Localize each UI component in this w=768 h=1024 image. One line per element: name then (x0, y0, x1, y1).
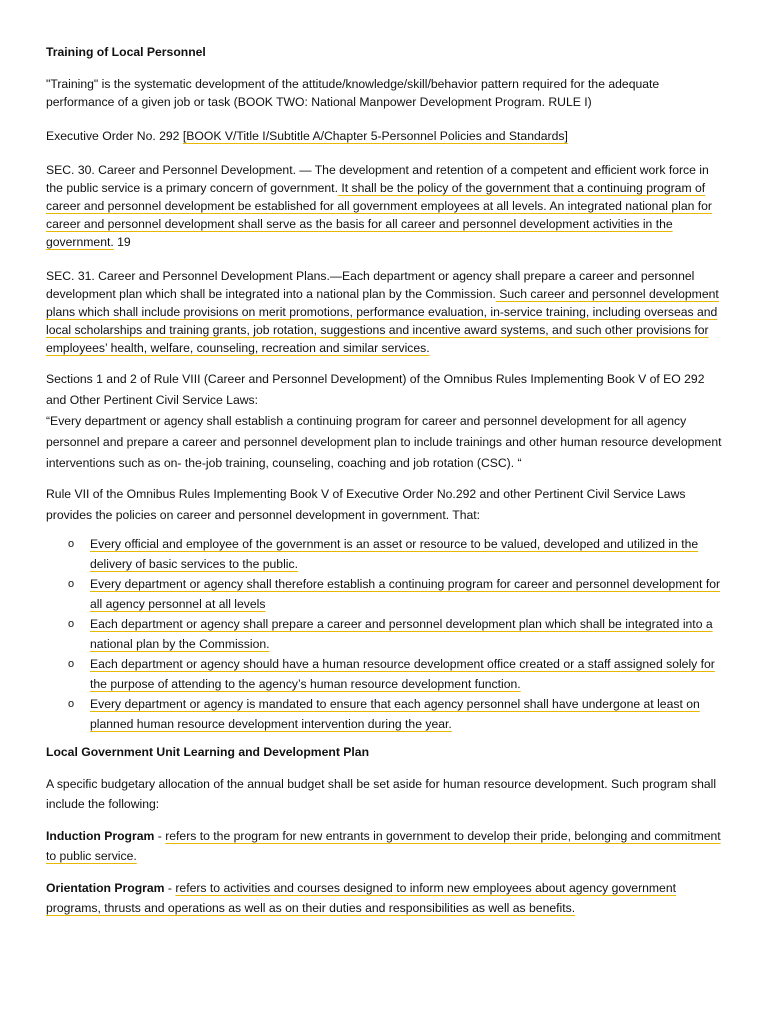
list-item-text: Each department or agency should have a human resource development office created or a staff assigned solely for the purpose of attending to the agency’s human resource development function. (90, 657, 715, 691)
list-item-text: Every department or agency shall therefore establish a continuing program for career and personnel development for all agency personnel at all levels (90, 577, 721, 611)
orientation-label: Orientation Program (46, 881, 165, 895)
document-title: Training of Local Personnel (46, 45, 206, 59)
bullet-circle-icon: o (68, 578, 75, 590)
list-item-text: Every official and employee of the government is an asset or resource to be valued, developed and utilized in the delivery of basic services to the public. (90, 537, 699, 571)
sec30-underlined: It shall be the policy of the government that a continuing program of career and personnel development be established for all government employees at all levels. An integrated national plan for career and personnel development shall serve as the basis for all career and personnel development activities in the government. (46, 181, 712, 249)
list-item (68, 574, 728, 614)
induction-program (46, 826, 728, 866)
eo-prefix: Executive Order No. 292 (46, 129, 183, 143)
sec30-suffix: 19 (113, 235, 131, 249)
eo-link[interactable]: [BOOK V/Title I/Subtitle A/Chapter 5-Personnel Policies and Standards] (182, 129, 568, 143)
orientation-program (46, 878, 728, 918)
executive-order-reference (46, 127, 728, 145)
list-item-text: Each department or agency shall prepare a career and personnel development plan which shall be integrated into a national plan by the Commission. (90, 617, 713, 651)
induction-label: Induction Program (46, 829, 155, 843)
sec30-plain: SEC. 30. Career and Personnel Development. — The development and retention of a competent and efficient work force in the public service is a primary concern of government. (46, 163, 709, 195)
rule-7-paragraph: Rule VII of the Omnibus Rules Implementing Book V of Executive Order No.292 and other Pertinent Civil Service Laws provides the policies on career and personnel development in government. That: (46, 487, 686, 522)
rule8-quote: “Every department or agency shall establish a continuing program for career and personnel development for all agency personnel and prepare a career and personnel development plan to include trainings and other human resource development interventions such as on- the-job training, counseling, coaching and job rotation (CSC). “ (46, 414, 722, 470)
section-30 (46, 161, 728, 251)
induction-text: refers to the program for new entrants in government to develop their pride, belonging and commitment to public service. (46, 829, 721, 863)
list-item (68, 614, 728, 654)
bullet-circle-icon: o (68, 538, 75, 550)
orientation-separator: - (164, 881, 176, 895)
bullet-circle-icon: o (68, 618, 75, 630)
rule8-intro: Sections 1 and 2 of Rule VIII (Career and Personnel Development) of the Omnibus Rules Implementing Book V of EO 292 and Other Pertinent Civil Service Laws: (46, 372, 705, 407)
sec31-underlined: Such career and personnel development plans which shall include provisions on merit promotions, performance evaluation, in-service training, including overseas and local scholarships and training grants, job rotation, suggestions and incentive award systems, and such other provisions for employees’ health, welfare, counseling, recreation and similar services. (46, 287, 719, 355)
orientation-text: refers to activities and courses designed to inform new employees about agency government programs, thrusts and operations as well as on their duties and responsibilities as well as benefits. (46, 881, 676, 915)
list-item (68, 654, 728, 694)
list-item-text: Every department or agency is mandated to ensure that each agency personnel shall have undergone at least on planned human resource development intervention during the year. (90, 697, 700, 731)
rule-8-paragraph (46, 369, 728, 474)
policy-list (46, 534, 728, 734)
list-item (68, 534, 728, 574)
list-item (68, 694, 728, 734)
sec31-plain: SEC. 31. Career and Personnel Development Plans.—Each department or agency shall prepare a career and personnel development plan which shall be integrated into a national plan by the Commission. (46, 269, 695, 301)
bullet-circle-icon: o (68, 698, 75, 710)
lgu-plan-heading: Local Government Unit Learning and Development Plan (46, 745, 370, 759)
budget-paragraph: A specific budgetary allocation of the annual budget shall be set aside for human resource development. Such program shall include the following: (46, 777, 717, 811)
training-definition: "Training" is the systematic development of the attitude/knowledge/skill/behavior pattern required for the adequate performance of a given job or task (BOOK TWO: National Manpower Development Program. RULE I) (46, 77, 660, 109)
induction-separator: - (154, 829, 166, 843)
bullet-circle-icon: o (68, 658, 75, 670)
section-31 (46, 267, 728, 357)
